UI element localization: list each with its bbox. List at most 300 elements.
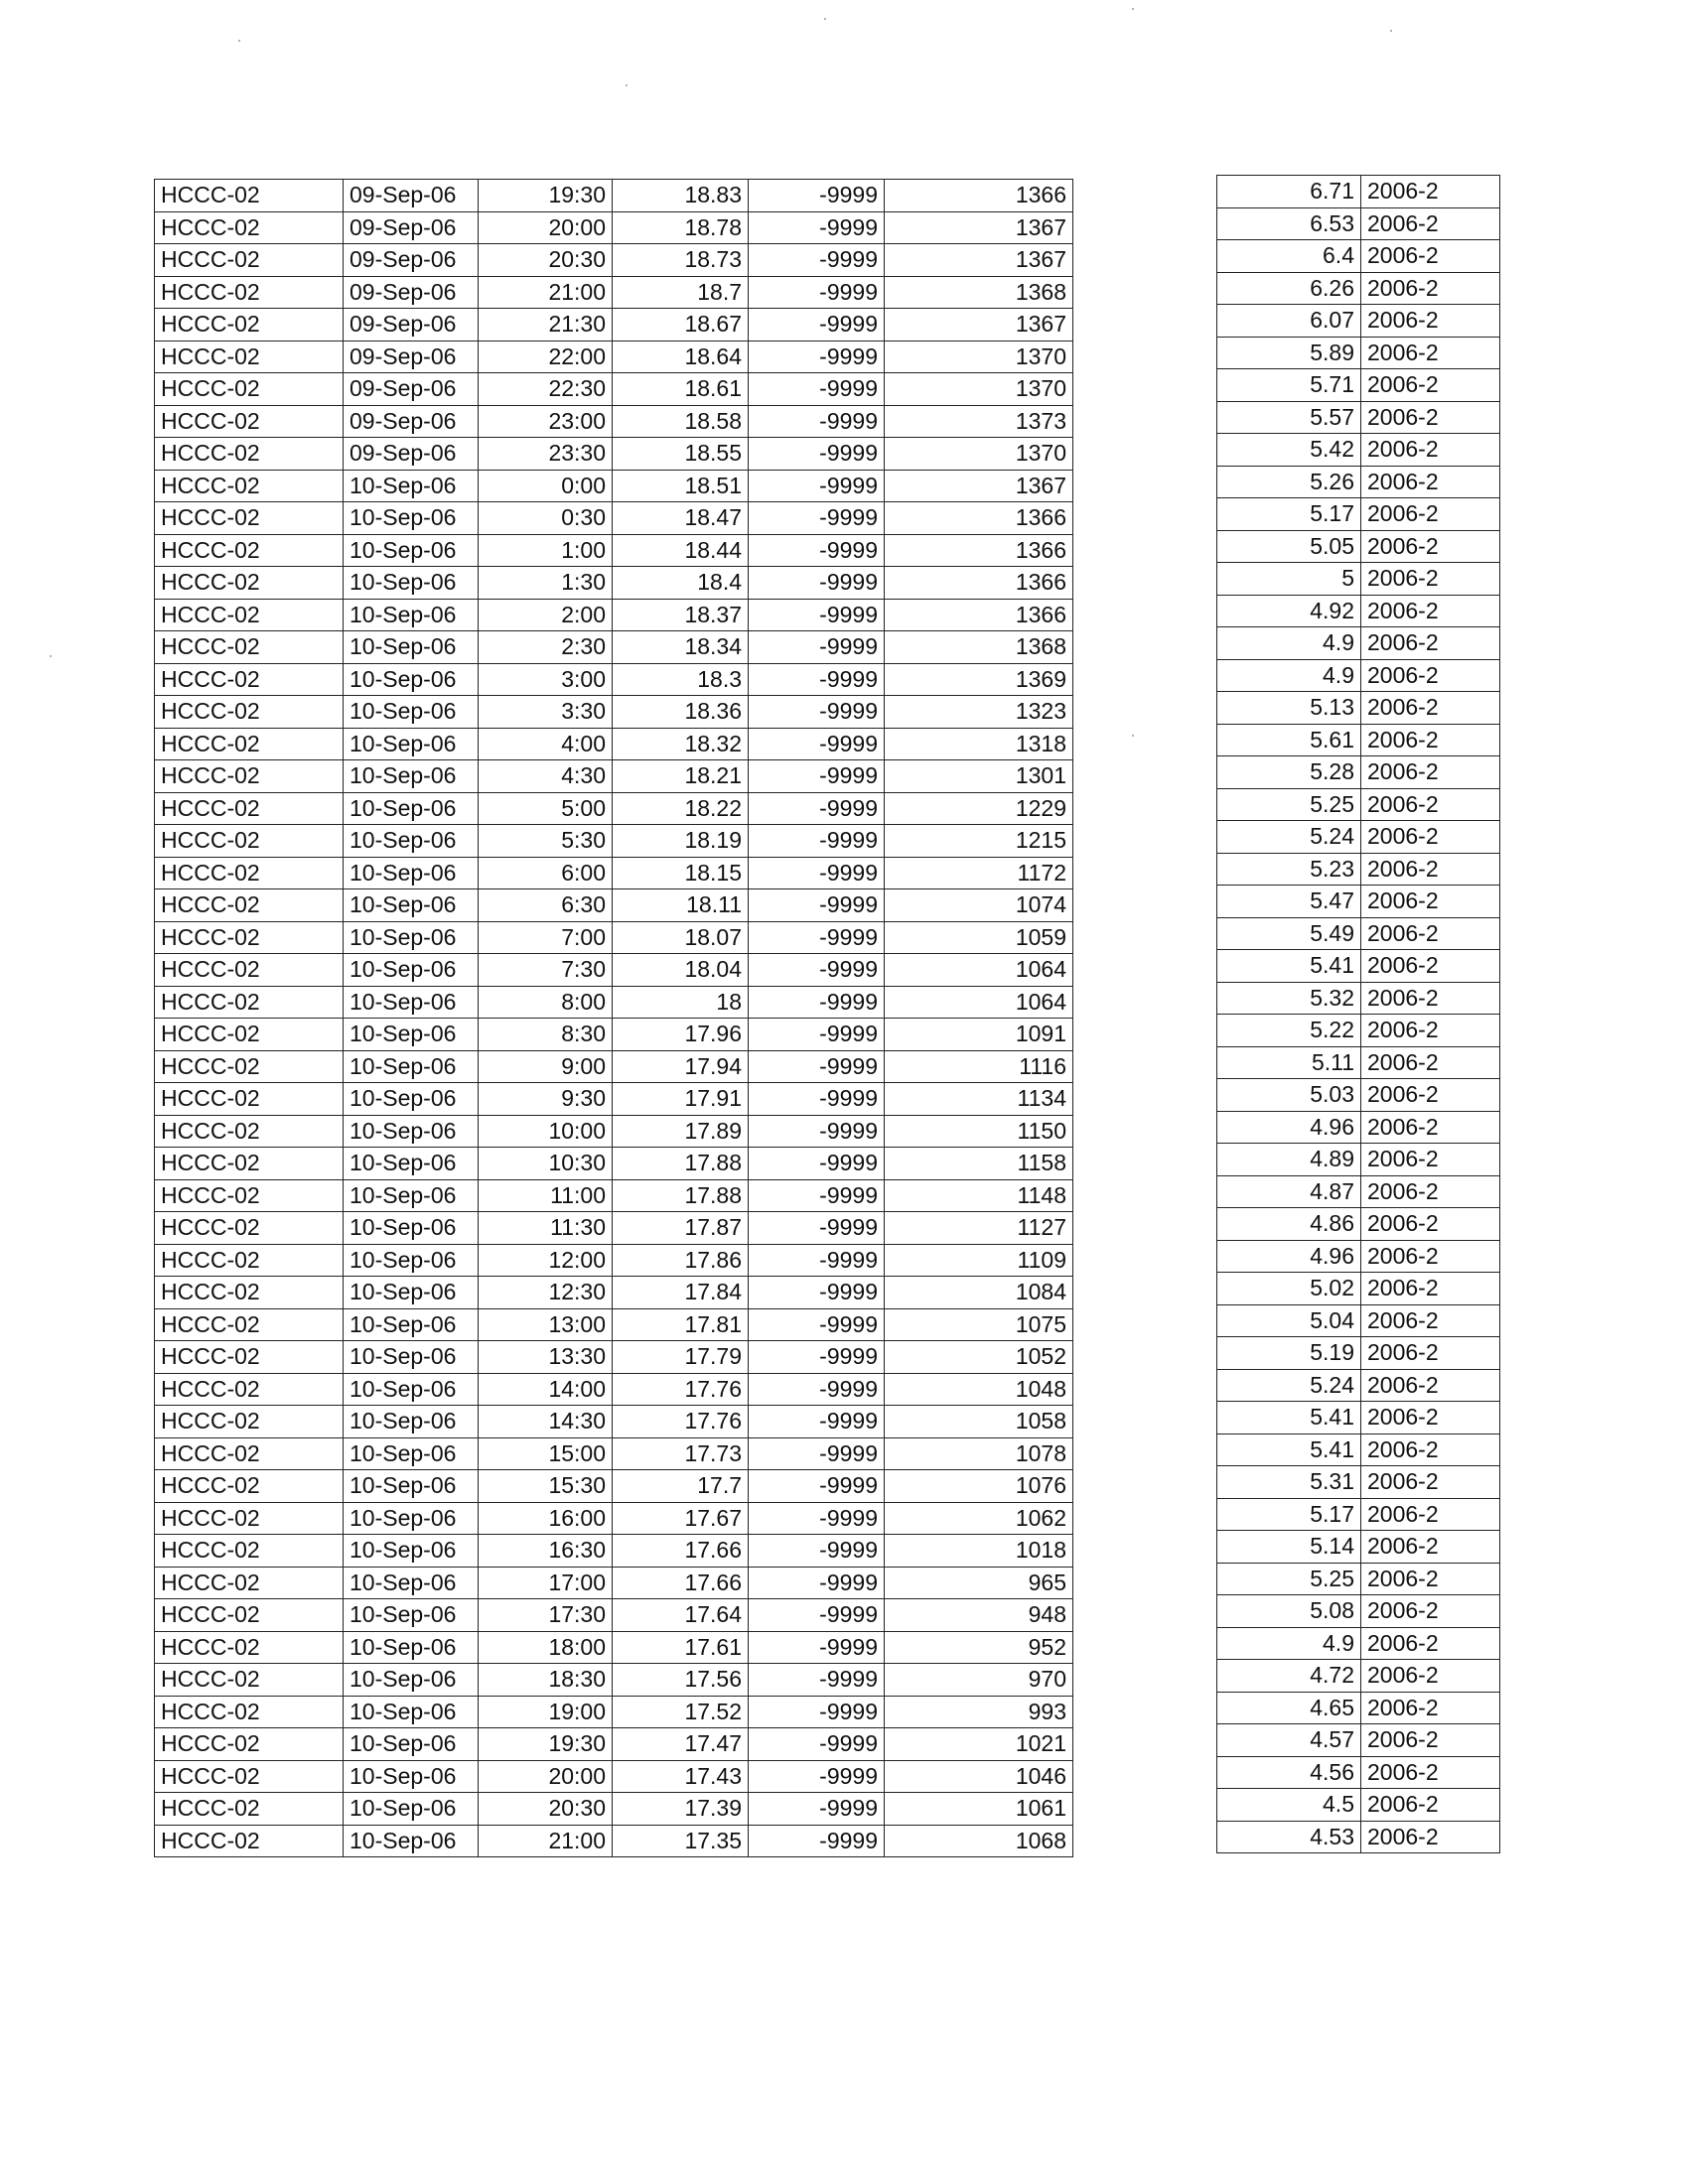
period-cell: 2006-2 — [1361, 176, 1500, 208]
station-cell: HCCC-02 — [155, 1631, 344, 1664]
table-row — [155, 567, 1073, 600]
flag-cell: -9999 — [749, 470, 885, 502]
date-cell: 10-Sep-06 — [344, 921, 479, 954]
date-cell: 09-Sep-06 — [344, 180, 479, 212]
reading-cell: 5.42 — [1217, 434, 1361, 467]
table-row — [155, 373, 1073, 406]
station-cell: HCCC-02 — [155, 1825, 344, 1857]
time-cell: 12:30 — [479, 1277, 613, 1309]
value-cell: 1109 — [885, 1244, 1073, 1277]
flag-cell: -9999 — [749, 1277, 885, 1309]
flag-cell: -9999 — [749, 405, 885, 438]
temperature-cell: 18.36 — [613, 696, 749, 729]
temperature-cell: 18.19 — [613, 825, 749, 858]
time-cell: 9:00 — [479, 1050, 613, 1083]
period-cell: 2006-2 — [1361, 788, 1500, 821]
reading-cell: 5.24 — [1217, 1369, 1361, 1402]
flag-cell: -9999 — [749, 1728, 885, 1761]
temperature-cell: 17.43 — [613, 1760, 749, 1793]
reading-cell: 5.04 — [1217, 1304, 1361, 1337]
reading-cell: 5.25 — [1217, 788, 1361, 821]
temperature-cell: 18.3 — [613, 663, 749, 696]
station-cell: HCCC-02 — [155, 1760, 344, 1793]
table-row — [155, 889, 1073, 922]
value-cell: 993 — [885, 1696, 1073, 1728]
period-cell: 2006-2 — [1361, 466, 1500, 498]
period-cell: 2006-2 — [1361, 498, 1500, 531]
time-cell: 14:00 — [479, 1373, 613, 1406]
reading-cell: 4.72 — [1217, 1660, 1361, 1693]
reading-cell: 5.28 — [1217, 756, 1361, 789]
table-row — [1217, 498, 1500, 531]
table-row — [155, 1535, 1073, 1568]
table-row — [1217, 1273, 1500, 1305]
date-cell: 10-Sep-06 — [344, 1050, 479, 1083]
secondary-table — [1216, 175, 1500, 1853]
flag-cell: -9999 — [749, 1212, 885, 1245]
table-row — [155, 470, 1073, 502]
reading-cell: 5.49 — [1217, 917, 1361, 950]
temperature-cell: 18.21 — [613, 760, 749, 793]
reading-cell: 4.9 — [1217, 627, 1361, 660]
date-cell: 10-Sep-06 — [344, 857, 479, 889]
date-cell: 09-Sep-06 — [344, 276, 479, 309]
table-row — [155, 1244, 1073, 1277]
temperature-cell: 17.67 — [613, 1502, 749, 1535]
table-row — [1217, 1240, 1500, 1273]
temperature-cell: 17.76 — [613, 1406, 749, 1438]
temperature-cell: 18.83 — [613, 180, 749, 212]
scan-speck — [1132, 735, 1134, 737]
time-cell: 19:30 — [479, 1728, 613, 1761]
value-cell: 1323 — [885, 696, 1073, 729]
value-cell: 1048 — [885, 1373, 1073, 1406]
period-cell: 2006-2 — [1361, 1498, 1500, 1531]
flag-cell: -9999 — [749, 663, 885, 696]
time-cell: 0:00 — [479, 470, 613, 502]
flag-cell: -9999 — [749, 1760, 885, 1793]
period-cell: 2006-2 — [1361, 1175, 1500, 1208]
temperature-cell: 18.44 — [613, 534, 749, 567]
reading-cell: 5.17 — [1217, 1498, 1361, 1531]
table-row — [155, 663, 1073, 696]
date-cell: 09-Sep-06 — [344, 211, 479, 244]
station-cell: HCCC-02 — [155, 1341, 344, 1374]
time-cell: 18:30 — [479, 1664, 613, 1697]
reading-cell: 4.96 — [1217, 1240, 1361, 1273]
station-cell: HCCC-02 — [155, 1793, 344, 1826]
date-cell: 10-Sep-06 — [344, 760, 479, 793]
value-cell: 1078 — [885, 1437, 1073, 1470]
flag-cell: -9999 — [749, 1179, 885, 1212]
flag-cell: -9999 — [749, 1567, 885, 1599]
temperature-cell: 17.89 — [613, 1115, 749, 1148]
date-cell: 09-Sep-06 — [344, 405, 479, 438]
reading-cell: 4.57 — [1217, 1724, 1361, 1757]
table-row — [155, 1696, 1073, 1728]
time-cell: 14:30 — [479, 1406, 613, 1438]
time-cell: 20:30 — [479, 244, 613, 277]
table-row — [155, 405, 1073, 438]
station-cell: HCCC-02 — [155, 1696, 344, 1728]
date-cell: 10-Sep-06 — [344, 1019, 479, 1051]
reading-cell: 5 — [1217, 563, 1361, 596]
station-cell: HCCC-02 — [155, 341, 344, 373]
temperature-cell: 18.55 — [613, 438, 749, 471]
temperature-cell: 17.81 — [613, 1308, 749, 1341]
reading-cell: 4.56 — [1217, 1756, 1361, 1789]
period-cell: 2006-2 — [1361, 1724, 1500, 1757]
station-cell: HCCC-02 — [155, 211, 344, 244]
period-cell: 2006-2 — [1361, 595, 1500, 627]
table-row — [1217, 1079, 1500, 1112]
time-cell: 10:00 — [479, 1115, 613, 1148]
flag-cell: -9999 — [749, 1470, 885, 1503]
table-row — [155, 180, 1073, 212]
reading-cell: 5.32 — [1217, 982, 1361, 1015]
value-cell: 1064 — [885, 986, 1073, 1019]
station-cell: HCCC-02 — [155, 309, 344, 341]
date-cell: 10-Sep-06 — [344, 1696, 479, 1728]
value-cell: 1021 — [885, 1728, 1073, 1761]
value-cell: 1127 — [885, 1212, 1073, 1245]
flag-cell: -9999 — [749, 986, 885, 1019]
time-cell: 5:00 — [479, 792, 613, 825]
time-cell: 20:00 — [479, 211, 613, 244]
period-cell: 2006-2 — [1361, 1273, 1500, 1305]
station-cell: HCCC-02 — [155, 599, 344, 631]
station-cell: HCCC-02 — [155, 986, 344, 1019]
table-row — [155, 1793, 1073, 1826]
station-cell: HCCC-02 — [155, 1599, 344, 1632]
time-cell: 1:00 — [479, 534, 613, 567]
flag-cell: -9999 — [749, 760, 885, 793]
date-cell: 10-Sep-06 — [344, 1308, 479, 1341]
date-cell: 09-Sep-06 — [344, 438, 479, 471]
flag-cell: -9999 — [749, 1341, 885, 1374]
value-cell: 1301 — [885, 760, 1073, 793]
station-cell: HCCC-02 — [155, 1277, 344, 1309]
table-row — [155, 309, 1073, 341]
table-row — [1217, 692, 1500, 725]
temperature-cell: 17.66 — [613, 1567, 749, 1599]
time-cell: 9:30 — [479, 1083, 613, 1116]
time-cell: 15:00 — [479, 1437, 613, 1470]
scan-speck — [50, 655, 52, 657]
flag-cell: -9999 — [749, 792, 885, 825]
reading-cell: 5.05 — [1217, 530, 1361, 563]
period-cell: 2006-2 — [1361, 1337, 1500, 1370]
flag-cell: -9999 — [749, 1437, 885, 1470]
flag-cell: -9999 — [749, 1373, 885, 1406]
time-cell: 19:00 — [479, 1696, 613, 1728]
date-cell: 10-Sep-06 — [344, 534, 479, 567]
flag-cell: -9999 — [749, 309, 885, 341]
reading-cell: 6.07 — [1217, 305, 1361, 338]
table-row — [1217, 176, 1500, 208]
date-cell: 10-Sep-06 — [344, 631, 479, 664]
reading-cell: 4.89 — [1217, 1144, 1361, 1176]
time-cell: 21:00 — [479, 1825, 613, 1857]
reading-cell: 5.11 — [1217, 1046, 1361, 1079]
period-cell: 2006-2 — [1361, 1756, 1500, 1789]
flag-cell: -9999 — [749, 1696, 885, 1728]
value-cell: 965 — [885, 1567, 1073, 1599]
time-cell: 0:30 — [479, 502, 613, 535]
reading-cell: 4.9 — [1217, 1627, 1361, 1660]
table-row — [155, 341, 1073, 373]
flag-cell: -9999 — [749, 728, 885, 760]
temperature-cell: 17.56 — [613, 1664, 749, 1697]
period-cell: 2006-2 — [1361, 756, 1500, 789]
table-row — [155, 1019, 1073, 1051]
flag-cell: -9999 — [749, 502, 885, 535]
flag-cell: -9999 — [749, 1406, 885, 1438]
table-row — [155, 728, 1073, 760]
table-row — [1217, 1111, 1500, 1144]
time-cell: 7:30 — [479, 954, 613, 987]
temperature-cell: 17.39 — [613, 1793, 749, 1826]
station-cell: HCCC-02 — [155, 1115, 344, 1148]
period-cell: 2006-2 — [1361, 1208, 1500, 1241]
reading-cell: 5.13 — [1217, 692, 1361, 725]
value-cell: 1367 — [885, 244, 1073, 277]
value-cell: 948 — [885, 1599, 1073, 1632]
reading-cell: 5.41 — [1217, 950, 1361, 983]
value-cell: 1018 — [885, 1535, 1073, 1568]
table-row — [1217, 1660, 1500, 1693]
date-cell: 10-Sep-06 — [344, 1567, 479, 1599]
station-cell: HCCC-02 — [155, 244, 344, 277]
table-row — [1217, 756, 1500, 789]
station-cell: HCCC-02 — [155, 1470, 344, 1503]
value-cell: 1367 — [885, 309, 1073, 341]
station-cell: HCCC-02 — [155, 534, 344, 567]
date-cell: 10-Sep-06 — [344, 1664, 479, 1697]
temperature-cell: 18.4 — [613, 567, 749, 600]
value-cell: 1368 — [885, 631, 1073, 664]
period-cell: 2006-2 — [1361, 1304, 1500, 1337]
reading-cell: 5.02 — [1217, 1273, 1361, 1305]
temperature-cell: 17.88 — [613, 1179, 749, 1212]
temperature-cell: 17.87 — [613, 1212, 749, 1245]
table-row — [155, 1050, 1073, 1083]
reading-cell: 5.41 — [1217, 1433, 1361, 1466]
table-row — [1217, 1595, 1500, 1628]
station-cell: HCCC-02 — [155, 180, 344, 212]
station-cell: HCCC-02 — [155, 1019, 344, 1051]
temperature-cell: 17.94 — [613, 1050, 749, 1083]
time-cell: 6:00 — [479, 857, 613, 889]
value-cell: 1075 — [885, 1308, 1073, 1341]
value-cell: 1074 — [885, 889, 1073, 922]
value-cell: 1058 — [885, 1406, 1073, 1438]
period-cell: 2006-2 — [1361, 692, 1500, 725]
flag-cell: -9999 — [749, 1244, 885, 1277]
period-cell: 2006-2 — [1361, 337, 1500, 369]
time-cell: 17:30 — [479, 1599, 613, 1632]
time-cell: 4:00 — [479, 728, 613, 760]
date-cell: 10-Sep-06 — [344, 1244, 479, 1277]
table-row — [1217, 240, 1500, 273]
date-cell: 10-Sep-06 — [344, 1825, 479, 1857]
flag-cell: -9999 — [749, 341, 885, 373]
station-cell: HCCC-02 — [155, 405, 344, 438]
temperature-cell: 17.66 — [613, 1535, 749, 1568]
reading-cell: 5.31 — [1217, 1466, 1361, 1499]
station-cell: HCCC-02 — [155, 889, 344, 922]
flag-cell: -9999 — [749, 1599, 885, 1632]
date-cell: 10-Sep-06 — [344, 728, 479, 760]
period-cell: 2006-2 — [1361, 1369, 1500, 1402]
value-cell: 1116 — [885, 1050, 1073, 1083]
flag-cell: -9999 — [749, 631, 885, 664]
period-cell: 2006-2 — [1361, 886, 1500, 918]
time-cell: 15:30 — [479, 1470, 613, 1503]
table-row — [1217, 466, 1500, 498]
flag-cell: -9999 — [749, 1050, 885, 1083]
table-row — [1217, 1466, 1500, 1499]
flag-cell: -9999 — [749, 1019, 885, 1051]
temperature-cell: 18.34 — [613, 631, 749, 664]
period-cell: 2006-2 — [1361, 1079, 1500, 1112]
temperature-cell: 18.32 — [613, 728, 749, 760]
date-cell: 09-Sep-06 — [344, 373, 479, 406]
flag-cell: -9999 — [749, 1793, 885, 1826]
value-cell: 1368 — [885, 276, 1073, 309]
station-cell: HCCC-02 — [155, 1212, 344, 1245]
time-cell: 16:30 — [479, 1535, 613, 1568]
table-row — [155, 921, 1073, 954]
table-row — [1217, 530, 1500, 563]
table-row — [1217, 1144, 1500, 1176]
period-cell: 2006-2 — [1361, 1692, 1500, 1724]
flag-cell: -9999 — [749, 696, 885, 729]
table-row — [155, 1664, 1073, 1697]
value-cell: 1366 — [885, 502, 1073, 535]
table-row — [155, 1437, 1073, 1470]
value-cell: 1370 — [885, 373, 1073, 406]
temperature-cell: 17.86 — [613, 1244, 749, 1277]
table-row — [1217, 337, 1500, 369]
table-row — [1217, 1724, 1500, 1757]
table-row — [155, 696, 1073, 729]
table-row — [155, 276, 1073, 309]
station-cell: HCCC-02 — [155, 760, 344, 793]
temperature-cell: 17.7 — [613, 1470, 749, 1503]
temperature-cell: 18.78 — [613, 211, 749, 244]
temperature-cell: 18.58 — [613, 405, 749, 438]
time-cell: 19:30 — [479, 180, 613, 212]
time-cell: 3:30 — [479, 696, 613, 729]
time-cell: 13:30 — [479, 1341, 613, 1374]
time-cell: 5:30 — [479, 825, 613, 858]
table-row — [155, 1341, 1073, 1374]
time-cell: 3:00 — [479, 663, 613, 696]
temperature-cell: 17.35 — [613, 1825, 749, 1857]
date-cell: 10-Sep-06 — [344, 470, 479, 502]
station-cell: HCCC-02 — [155, 1728, 344, 1761]
table-row — [1217, 1175, 1500, 1208]
table-row — [155, 631, 1073, 664]
table-row — [155, 1599, 1073, 1632]
table-row — [1217, 595, 1500, 627]
value-cell: 1367 — [885, 211, 1073, 244]
temperature-cell: 18.64 — [613, 341, 749, 373]
station-cell: HCCC-02 — [155, 631, 344, 664]
time-cell: 12:00 — [479, 1244, 613, 1277]
value-cell: 1059 — [885, 921, 1073, 954]
temperature-cell: 18.67 — [613, 309, 749, 341]
temperature-cell: 18.73 — [613, 244, 749, 277]
flag-cell: -9999 — [749, 1083, 885, 1116]
date-cell: 10-Sep-06 — [344, 1535, 479, 1568]
value-cell: 1229 — [885, 792, 1073, 825]
temperature-cell: 18.37 — [613, 599, 749, 631]
table-row — [1217, 563, 1500, 596]
table-row — [1217, 1369, 1500, 1402]
station-cell: HCCC-02 — [155, 276, 344, 309]
table-row — [1217, 1531, 1500, 1564]
period-cell: 2006-2 — [1361, 530, 1500, 563]
value-cell: 970 — [885, 1664, 1073, 1697]
value-cell: 1091 — [885, 1019, 1073, 1051]
temperature-cell: 17.64 — [613, 1599, 749, 1632]
temperature-cell: 17.96 — [613, 1019, 749, 1051]
time-cell: 22:30 — [479, 373, 613, 406]
table-row — [155, 1728, 1073, 1761]
table-row — [155, 1179, 1073, 1212]
period-cell: 2006-2 — [1361, 724, 1500, 756]
station-cell: HCCC-02 — [155, 1373, 344, 1406]
value-cell: 1215 — [885, 825, 1073, 858]
flag-cell: -9999 — [749, 534, 885, 567]
value-cell: 1158 — [885, 1148, 1073, 1180]
value-cell: 1150 — [885, 1115, 1073, 1148]
temperature-cell: 18 — [613, 986, 749, 1019]
date-cell: 10-Sep-06 — [344, 825, 479, 858]
temperature-cell: 18.47 — [613, 502, 749, 535]
value-cell: 1052 — [885, 1341, 1073, 1374]
period-cell: 2006-2 — [1361, 982, 1500, 1015]
table-row — [1217, 821, 1500, 854]
table-row — [1217, 1692, 1500, 1724]
value-cell: 1076 — [885, 1470, 1073, 1503]
station-cell: HCCC-02 — [155, 728, 344, 760]
table-row — [1217, 1789, 1500, 1822]
table-row — [155, 1825, 1073, 1857]
temperature-cell: 18.15 — [613, 857, 749, 889]
time-cell: 13:00 — [479, 1308, 613, 1341]
table-row — [1217, 853, 1500, 886]
reading-cell: 5.71 — [1217, 369, 1361, 402]
flag-cell: -9999 — [749, 954, 885, 987]
scan-speck — [1132, 8, 1134, 10]
temperature-cell: 17.79 — [613, 1341, 749, 1374]
measurements-table-body — [155, 180, 1073, 1857]
time-cell: 18:00 — [479, 1631, 613, 1664]
table-row — [155, 857, 1073, 889]
reading-cell: 5.03 — [1217, 1079, 1361, 1112]
time-cell: 16:00 — [479, 1502, 613, 1535]
reading-cell: 5.14 — [1217, 1531, 1361, 1564]
station-cell: HCCC-02 — [155, 373, 344, 406]
time-cell: 2:30 — [479, 631, 613, 664]
table-row — [1217, 272, 1500, 305]
reading-cell: 4.5 — [1217, 1789, 1361, 1822]
table-row — [1217, 788, 1500, 821]
time-cell: 8:00 — [479, 986, 613, 1019]
